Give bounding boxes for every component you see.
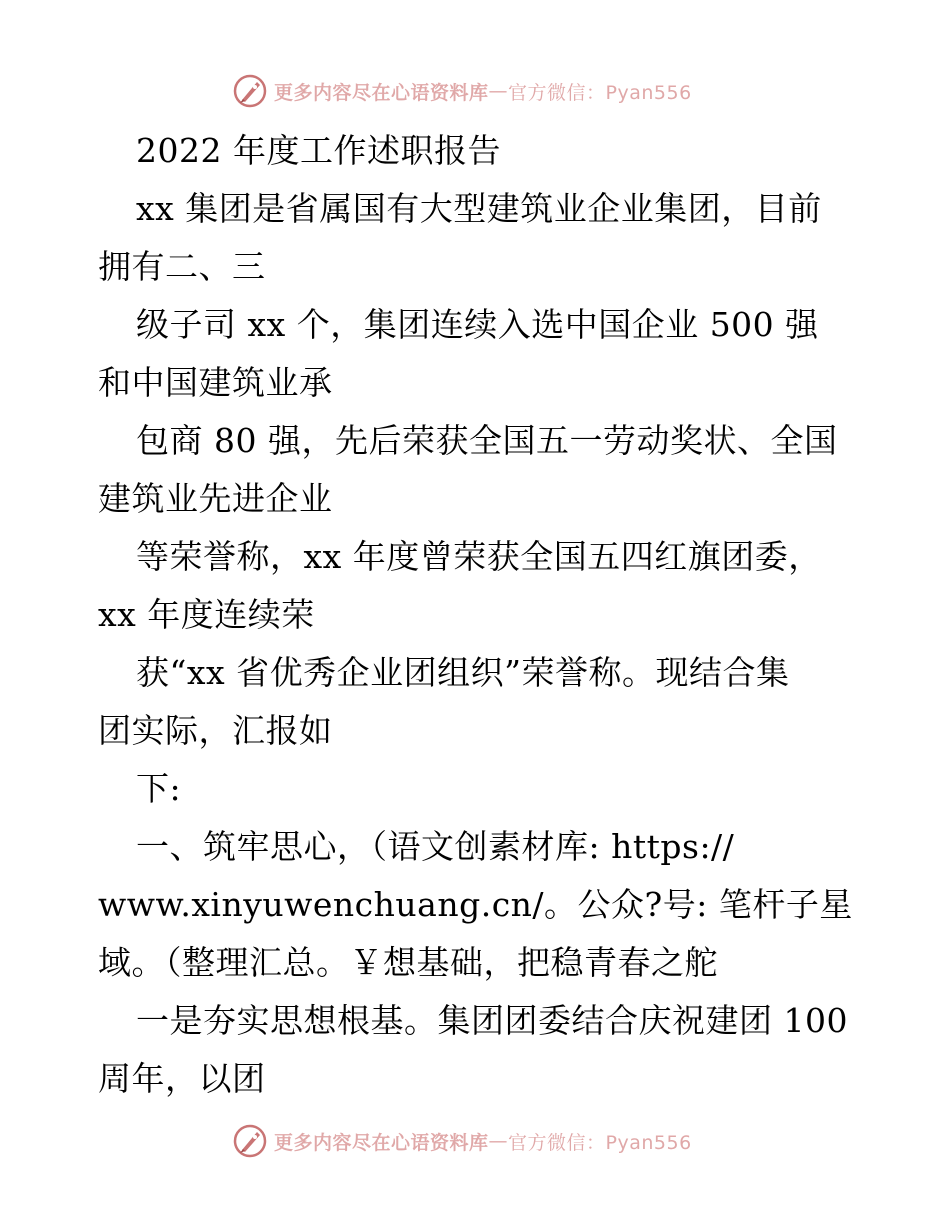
doc-line: 一是夯实思想根基。集团团委结合庆祝建团 100 (136, 1001, 848, 1040)
doc-title: 2022 年度工作述职报告 (136, 131, 501, 170)
doc-line: 获“xx 省优秀企业团组织”荣誉称。现结合集 (136, 653, 790, 692)
doc-line: www.xinyuwenchuang.cn/。公众?号: 笔杆子星 (98, 885, 853, 924)
doc-line: 级子司 xx 个，集团连续入选中国企业 500 强 (136, 305, 819, 344)
watermark-footer (232, 1121, 692, 1161)
watermark-contact: 官方微信：Pyan556 (508, 1131, 692, 1154)
watermark-contact: 官方微信：Pyan556 (508, 81, 692, 104)
doc-line: 等荣誉称，xx 年度曾荣获全国五四红旗团委， (136, 537, 822, 576)
doc-line: 拥有二、三 (98, 247, 266, 286)
doc-line: 域。（整理汇总。￥想基础，把稳青春之舵 (98, 943, 718, 982)
doc-line: 和中国建筑业承 (98, 363, 333, 402)
doc-line: 周年，以团 (98, 1059, 266, 1098)
watermark-header (232, 71, 692, 111)
watermark-separator: — (488, 80, 509, 102)
doc-line: 下: (136, 769, 182, 808)
doc-line: 团实际，汇报如 (98, 711, 333, 750)
doc-line: 建筑业先进企业 (98, 479, 333, 518)
quill-pen-circle-icon (232, 73, 268, 109)
doc-line: 包商 80 强，先后荣获全国五一劳动奖状、全国 (136, 421, 838, 460)
doc-line: xx 集团是省属国有大型建筑业企业集团，目前 (136, 189, 822, 228)
watermark-separator: — (488, 1130, 509, 1152)
doc-line: xx 年度连续荣 (98, 595, 315, 634)
watermark-brand: 更多内容尽在心语资料库 (274, 81, 489, 104)
document-body (98, 122, 858, 1108)
doc-section-heading: 一、筑牢思心，（语文创素材库: https:// (136, 827, 735, 866)
watermark-brand: 更多内容尽在心语资料库 (274, 1131, 489, 1154)
quill-pen-circle-icon (232, 1123, 268, 1159)
